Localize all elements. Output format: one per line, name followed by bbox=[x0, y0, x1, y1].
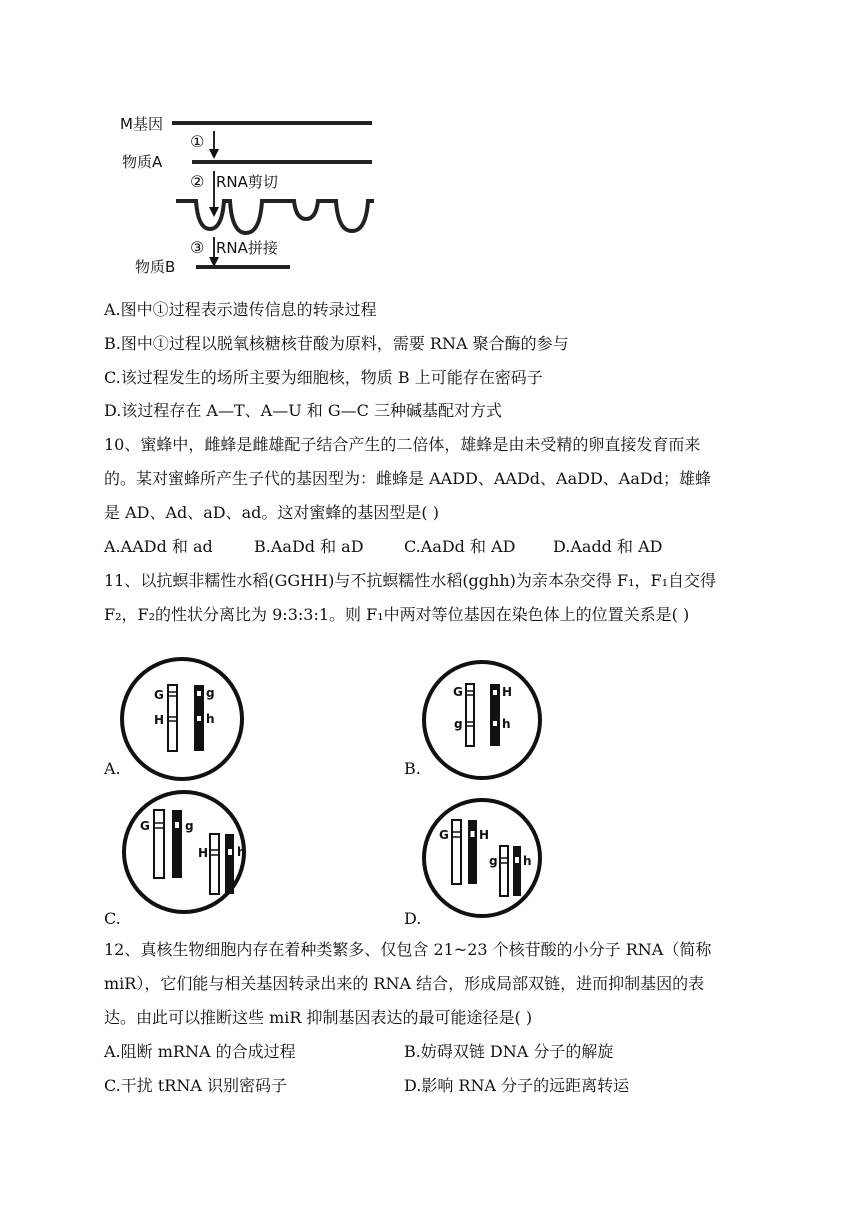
m-gene-label: M基因 bbox=[120, 115, 163, 133]
q11-c-gene-h: h bbox=[237, 845, 246, 859]
q10-option-a: A.AADd 和 ad bbox=[104, 537, 213, 556]
substance-b-label: 物质B bbox=[135, 258, 176, 276]
q11-d-gene-g: g bbox=[489, 854, 498, 868]
q11-option-d-label: D. bbox=[404, 909, 422, 928]
q11-d-gene-h: h bbox=[523, 854, 532, 868]
step2-label: RNA剪切 bbox=[216, 173, 278, 191]
q11-d-gene-H: H bbox=[479, 828, 490, 842]
substance-a-label: 物质A bbox=[122, 153, 163, 171]
q12-stem-line-3: 达。由此可以推断这些 miR 抑制基因表达的最可能途径是( ) bbox=[104, 1008, 533, 1027]
q11-c-gene-G: G bbox=[140, 819, 150, 833]
q10-option-c: C.AaDd 和 AD bbox=[404, 537, 516, 556]
q12-option-b: B.妨碍双链 DNA 分子的解旋 bbox=[404, 1042, 614, 1061]
q9-option-a: A.图中①过程表示遗传信息的转录过程 bbox=[104, 300, 377, 319]
q10-option-b: B.AaDd 和 aD bbox=[254, 537, 364, 556]
q11-stem-line-2: F₂，F₂的性状分离比为 9:3:3:1。则 F₁中两对等位基因在染色体上的位置关系是( ) bbox=[104, 605, 690, 624]
q11-cell-c bbox=[118, 788, 254, 918]
q11-option-a-label: A. bbox=[104, 759, 121, 778]
q11-c-gene-H: H bbox=[198, 846, 209, 860]
pre-mrna-loops bbox=[176, 201, 374, 233]
step1-marker: ① bbox=[190, 132, 205, 151]
q11-b-gene-h: h bbox=[502, 717, 511, 731]
q11-option-b-label: B. bbox=[404, 759, 421, 778]
q9-option-c: C.该过程发生的场所主要为细胞核，物质 B 上可能存在密码子 bbox=[104, 368, 543, 387]
q11-option-c-label: C. bbox=[104, 909, 121, 928]
step3-label: RNA拼接 bbox=[216, 239, 278, 257]
q11-c-gene-g: g bbox=[185, 819, 194, 833]
q11-b-gene-g: g bbox=[454, 717, 463, 731]
step2-marker: ② bbox=[190, 172, 205, 191]
q11-cell-d bbox=[420, 796, 544, 920]
q10-stem-line-1: 10、蜜蜂中，雌蜂是雌雄配子结合产生的二倍体，雄蜂是由未受精的卵直接发育而来 bbox=[104, 435, 701, 454]
q11-a-gene-g: g bbox=[206, 686, 215, 700]
q12-option-d: D.影响 RNA 分子的远距离转运 bbox=[404, 1076, 630, 1095]
q11-cell-b bbox=[420, 658, 544, 782]
q12-option-a: A.阻断 mRNA 的合成过程 bbox=[104, 1042, 296, 1061]
q10-stem-line-2: 的。某对蜜蜂所产生子代的基因型为：雌蜂是 AADD、AADd、AaDD、AaDd；雄蜂 bbox=[104, 469, 711, 488]
splicing-diagram bbox=[110, 105, 390, 280]
q11-a-gene-G: G bbox=[154, 688, 164, 702]
q12-stem-line-1: 12、真核生物细胞内存在着种类繁多、仅包含 21~23 个核苷酸的小分子 RNA（简称 bbox=[104, 940, 712, 959]
q11-stem-line-1: 11、以抗螟非糯性水稻(GGHH)与不抗螟糯性水稻(gghh)为亲本杂交得 F₁，F₁自交得 bbox=[104, 571, 717, 590]
q11-a-gene-H: H bbox=[154, 713, 165, 727]
q11-b-gene-H: H bbox=[502, 685, 513, 699]
q11-cell-a bbox=[118, 655, 248, 785]
q11-b-gene-G: G bbox=[453, 685, 463, 699]
q11-a-gene-h: h bbox=[206, 712, 215, 726]
q9-option-d: D.该过程存在 A—T、A—U 和 G—C 三种碱基配对方式 bbox=[104, 401, 502, 420]
q12-option-c: C.干扰 tRNA 识别密码子 bbox=[104, 1076, 287, 1095]
step3-marker: ③ bbox=[190, 238, 205, 257]
q10-option-d: D.Aadd 和 AD bbox=[553, 537, 663, 556]
q10-stem-line-3: 是 AD、Ad、aD、ad。这对蜜蜂的基因型是( ) bbox=[104, 503, 439, 522]
q11-d-gene-G: G bbox=[439, 828, 449, 842]
q9-option-b: B.图中①过程以脱氧核糖核苷酸为原料，需要 RNA 聚合酶的参与 bbox=[104, 334, 569, 353]
q12-stem-line-2: miR），它们能与相关基因转录出来的 RNA 结合，形成局部双链，进而抑制基因的表 bbox=[104, 974, 705, 993]
